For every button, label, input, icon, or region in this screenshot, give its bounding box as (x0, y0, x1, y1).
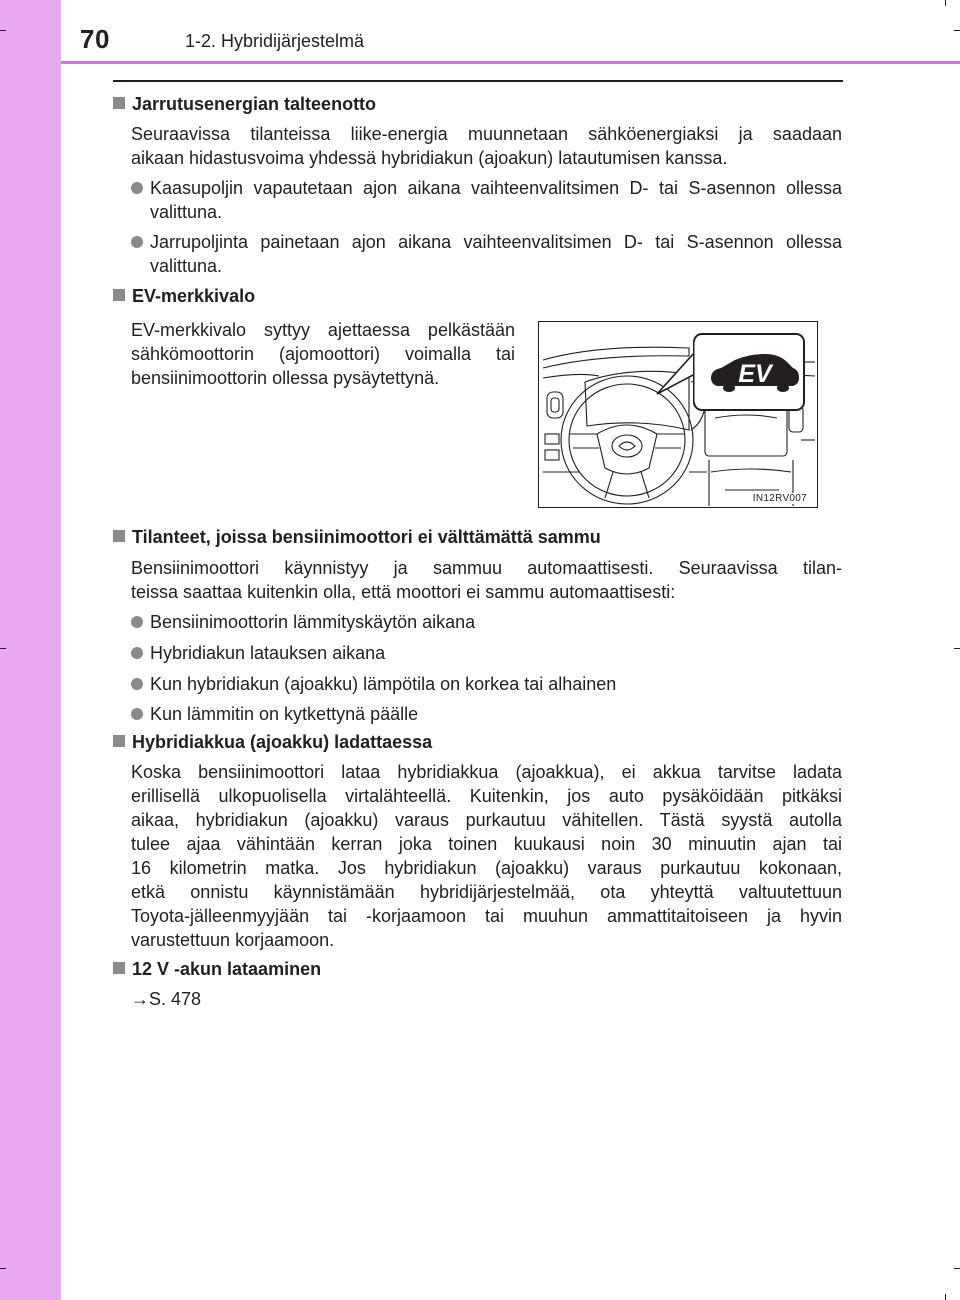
heading-text: EV-merkkivalo (132, 286, 256, 306)
bullet-dot-icon (131, 647, 143, 659)
section-heading-regen (113, 94, 376, 115)
charging-line-7: Toyota-jälleenmyyjään tai -korjaamoon tai muuhun ammattitaitoiseen ja hyvin (131, 906, 842, 926)
page-reference-text: S. 478 (149, 989, 202, 1009)
chapter-title: 1-2. Hybridijärjestelmä (185, 31, 365, 51)
list-item (131, 230, 842, 278)
engine-intro-line-1: Bensiinimoottori käynnistyy ja sammuu automaattisesti. Seuraavissa tilan- (131, 558, 842, 578)
heading-square-icon (113, 735, 125, 747)
bullet-dot-icon (131, 708, 143, 720)
charging-line-1: Koska bensiinimoottori lataa hybridiakkua (ajoakkua), ei akkua tarvitse ladata (131, 762, 842, 782)
crop-mark (945, 1294, 946, 1300)
charging-line-6: etkä onnistu käynnistämään hybridijärjestelmää, ota yhteyttä valtuutettuun (131, 882, 842, 902)
heading-text: Tilanteet, joissa bensiinimoottori ei välttämättä sammu (132, 527, 601, 547)
heading-square-icon (113, 530, 125, 542)
bullet-dot-icon (131, 182, 143, 194)
image-code: IN12RV007 (752, 493, 807, 504)
dashboard-drawing (539, 322, 816, 506)
ev-text-line-3: bensiinimoottorin ollessa pysäytettynä. (131, 368, 440, 388)
heading-square-icon (113, 97, 125, 109)
ev-indicator-illustration (538, 321, 818, 508)
crop-mark (0, 1268, 6, 1269)
ev-text-line-1: EV-merkkivalo syttyy ajettaessa pelkästään (131, 320, 515, 340)
charging-line-3: aikaa, hybridiakun (ajoakku) varaus purkautuu vähitellen. Tästä syystä autolla (131, 810, 842, 830)
bullet-dot-icon (131, 678, 143, 690)
crop-mark (0, 648, 6, 649)
charging-line-8: varustettuun korjaamoon. (131, 930, 335, 950)
charging-line-2: erillisellä ulkopuolisella virtalähteellä. Kuitenkin, jos auto pysäköidään pitkäksi (131, 786, 842, 806)
heading-square-icon (113, 289, 125, 301)
crop-mark (954, 648, 960, 649)
section-heading-ev (113, 286, 255, 307)
bullet-dot-icon (131, 616, 143, 628)
bullet-text: Kaasupoljin vapautetaan ajon aikana vaihteenvalitsimen D- tai S-asennon ollessa valittuna. (150, 178, 842, 222)
ev-badge-label: EV (738, 360, 772, 388)
charging-line-5: 16 kilometrin matka. Jos hybridiakun (ajoakku) varaus purkautuu kokonaan, (131, 858, 842, 878)
heading-text: Hybridiakkua (ajoakku) ladattaessa (132, 732, 433, 752)
charging-line-4: tulee ajaa vähintään kerran joka toinen kuukausi noin 30 minuutin ajan tai (131, 834, 842, 854)
section-heading-charging (113, 732, 432, 753)
bullet-text: Hybridiakun latauksen aikana (150, 643, 386, 663)
regen-intro-line-1: Seuraavissa tilanteissa liike-energia muunnetaan sähköenergiaksi ja saadaan (131, 124, 842, 144)
bullet-text: Kun hybridiakun (ajoakku) lämpötila on korkea tai alhainen (150, 674, 617, 694)
page-number: 70 (80, 24, 110, 54)
arrow-right-icon: → (131, 989, 149, 1009)
section-heading-engine (113, 527, 601, 548)
content-top-rule (113, 80, 843, 82)
crop-mark (954, 1268, 960, 1269)
heading-square-icon (113, 962, 125, 974)
list-item (131, 610, 842, 634)
list-item (131, 641, 842, 665)
page-reference[interactable] (131, 987, 201, 1011)
bullet-text: Jarrupoljinta painetaan ajon aikana vaihteenvalitsimen D- tai S-asennon ollessa valittuna. (150, 232, 842, 276)
engine-intro-line-2: teissa saattaa kuitenkin olla, että moottori ei sammu automaattisesti: (131, 582, 676, 602)
regen-intro-line-2: aikaan hidastusvoima yhdessä hybridiakun (ajoakun) latautumisen kanssa. (131, 148, 728, 168)
list-item (131, 672, 842, 696)
bullet-text: Bensiinimoottorin lämmityskäytön aikana (150, 612, 476, 632)
bullet-dot-icon (131, 236, 143, 248)
crop-mark (0, 30, 6, 31)
list-item (131, 702, 842, 726)
header-rule (61, 61, 960, 64)
crop-mark (945, 0, 946, 6)
list-item (131, 176, 842, 224)
ev-text-line-2: sähkömoottorin (ajomoottori) voimalla tai (131, 344, 515, 364)
bullet-text: Kun lämmitin on kytkettynä päälle (150, 704, 419, 724)
section-heading-12v (113, 959, 321, 980)
heading-text: 12 V -akun lataaminen (132, 959, 322, 979)
heading-text: Jarrutusenergian talteenotto (132, 94, 377, 114)
crop-mark (954, 30, 960, 31)
chapter-side-tab (0, 0, 61, 1300)
